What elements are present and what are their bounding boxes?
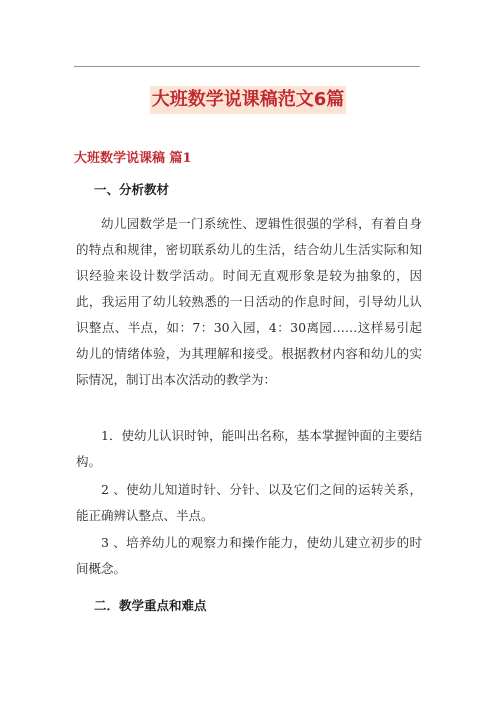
heading-analysis: 一、分析教材 <box>94 182 170 197</box>
document-title-text: 大班数学说课稿范文6篇 <box>150 86 347 114</box>
goal-item-3: 3 、培养幼儿的观察力和操作能力，使幼儿建立初步的时间概念。 <box>76 535 422 576</box>
goal-item-1: 1．使幼儿认识时钟，能叫出名称，基本掌握钟面的主要结构。 <box>76 428 422 469</box>
intro-paragraph: 幼儿园数学是一门系统性、逻辑性很强的学科，有着自身的特点和规律，密切联系幼儿的生活，结合幼儿生活实际和知识经验来设计数学活动。时间无直观形象是较为抽象的，因此，我运用了幼儿较熟悉的一日活动的作息时间，引导幼儿认识整点、半点，如：7：30入园，4：30离园……这样易引起幼儿的情绪体验，为其理解和接受。根据教材内容和幼儿的实际情况，制订出本次活动的教学为： <box>76 216 422 387</box>
heading-key-points: 二．教学重点和难点 <box>94 598 207 613</box>
section-title: 大班数学说课稿 篇1 <box>74 151 192 166</box>
header-rule <box>74 66 420 67</box>
goal-item-2: 2 、使幼儿知道时针、分针、以及它们之间的运转关系，能正确辨认整点、半点。 <box>76 482 422 523</box>
document-title <box>0 86 496 114</box>
